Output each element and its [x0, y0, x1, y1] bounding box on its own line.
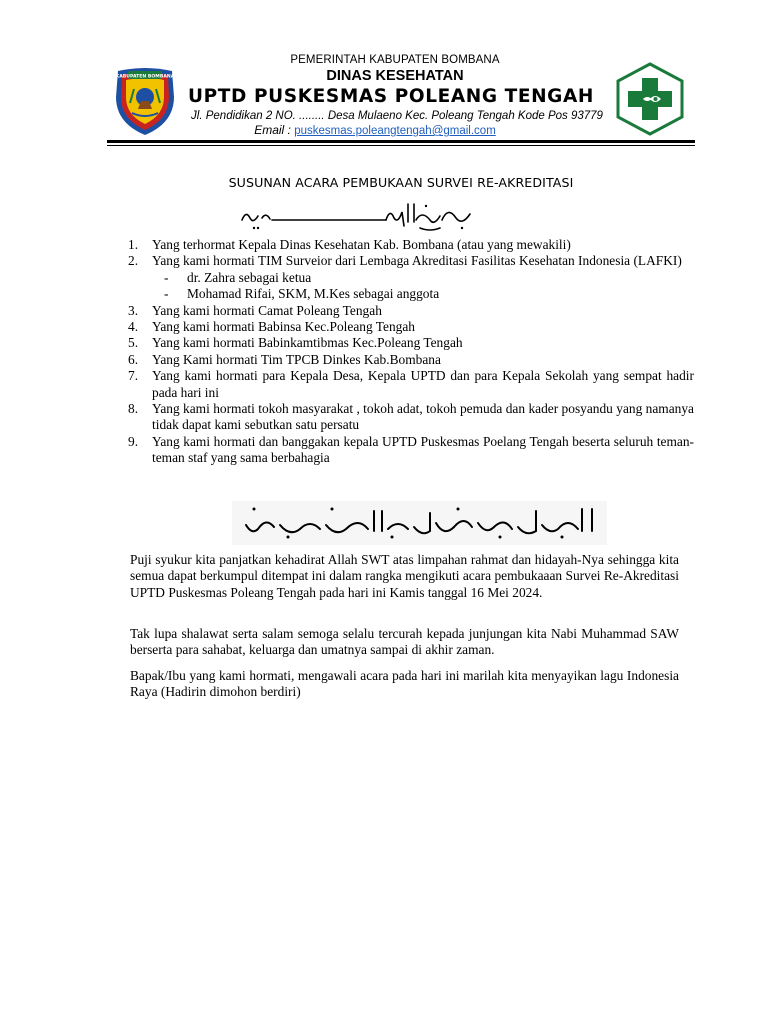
- list-number: 7.: [128, 368, 139, 384]
- email-label: Email :: [254, 123, 291, 137]
- list-item: [125, 368, 694, 401]
- opening-paragraph: Puji syukur kita panjatkan kehadirat Allah SWT atas limpahan rahmat dan hidayah-Nya sehingga kita semua dapat berkumpul ditempat ini dalam rangka mengikuti acara pembukaaan Survei Re-Akreditasi UPTD Puskesmas Poleang Tengah pada hari ini Kamis tanggal 16 Mei 2024.: [130, 552, 679, 600]
- puskesmas-cross-icon: [615, 62, 685, 136]
- shalawat-paragraph: Tak lupa shalawat serta salam semoga selalu tercurah kepada junjungan kita Nabi Muhammad SAW berserta para sahabat, keluarga dan umatnya sampai di akhir zaman.: [130, 626, 679, 658]
- list-number: 4.: [128, 319, 139, 335]
- list-item-text: Yang kami hormati Babinsa Kec.Poleang Tengah: [152, 319, 415, 335]
- sublist-item: [152, 270, 694, 286]
- list-item: [125, 319, 694, 335]
- list-item: [125, 237, 694, 253]
- sublist-item-text: Mohamad Rifai, SKM, M.Kes sebagai anggota: [187, 286, 440, 302]
- letterhead-rule-thick: [107, 140, 695, 143]
- list-item-text: Yang kami hormati Babinkamtibmas Kec.Poleang Tengah: [152, 335, 463, 351]
- list-item-text: Yang kami hormati dan banggakan kepala UPTD Puskesmas Poelang Tengah beserta seluruh teman-teman staf yang sama berbahagia: [152, 433, 694, 466]
- letterhead-rule-thin: [107, 145, 695, 146]
- institution-address: Jl. Pendidikan 2 NO. ........ Desa Mulaeno Kec. Poleang Tengah Kode Pos 93779: [191, 110, 603, 122]
- list-item: [125, 303, 694, 319]
- sublist-dash: -: [164, 269, 169, 285]
- sublist-item-text: dr. Zahra sebagai ketua: [187, 269, 312, 285]
- department-name: DINAS KESEHATAN: [326, 68, 464, 84]
- government-name: PEMERINTAH KABUPATEN BOMBANA: [290, 54, 500, 66]
- list-item-text: Yang kami hormati TIM Surveior dari Lembaga Akreditasi Fasilitas Kesehatan Indonesia (LAFKI): [152, 253, 682, 269]
- salam-calligraphy-icon: [232, 501, 607, 545]
- list-number: 9.: [128, 433, 139, 449]
- list-item-text: Yang kami hormati tokoh masyarakat , tokoh adat, tokoh pemuda dan kader posyandu yang namanya tidak dapat kami sebutkan satu persatu: [152, 401, 694, 433]
- list-number: 5.: [128, 335, 139, 351]
- list-number: 2.: [128, 253, 139, 269]
- basmala-calligraphy-icon: [236, 198, 476, 234]
- list-item: [125, 253, 694, 302]
- document-title: SUSUNAN ACARA PEMBUKAAN SURVEI RE-AKREDITASI: [228, 175, 574, 190]
- email-line: [140, 123, 610, 138]
- surveyor-sublist: [152, 270, 694, 303]
- sublist-dash: -: [164, 286, 169, 302]
- list-item: [125, 401, 694, 434]
- letterhead: [180, 53, 610, 138]
- list-item-text: Yang terhormat Kepala Dinas Kesehatan Kab. Bombana (atau yang mewakili): [152, 237, 571, 252]
- list-item-text: Yang kami hormati para Kepala Desa, Kepala UPTD dan para Kepala Sekolah yang sempat hadir pada hari ini: [152, 368, 694, 400]
- institution-name: UPTD PUSKESMAS POLEANG TENGAH: [188, 86, 594, 107]
- list-item-text: Yang Kami hormati Tim TPCB Dinkes Kab.Bombana: [152, 351, 441, 367]
- list-item: [125, 335, 694, 351]
- list-number: 6.: [128, 351, 139, 367]
- list-number: 1.: [128, 237, 139, 252]
- anthem-paragraph: Bapak/Ibu yang kami hormati, mengawali acara pada hari ini marilah kita menyayikan lagu Indonesia Raya (Hadirin dimohon berdiri): [130, 668, 679, 700]
- greeting-list: [125, 237, 694, 467]
- sublist-item: [152, 286, 694, 302]
- email-link[interactable]: puskesmas.poleangtengah@gmail.com: [294, 125, 496, 137]
- emblem-caption: KABUPATEN BOMBANA: [115, 74, 175, 80]
- list-item: [125, 352, 694, 368]
- list-item-text: Yang kami hormati Camat Poleang Tengah: [152, 302, 382, 318]
- list-number: 3.: [128, 302, 139, 318]
- list-number: 8.: [128, 401, 139, 417]
- list-item: [125, 434, 694, 467]
